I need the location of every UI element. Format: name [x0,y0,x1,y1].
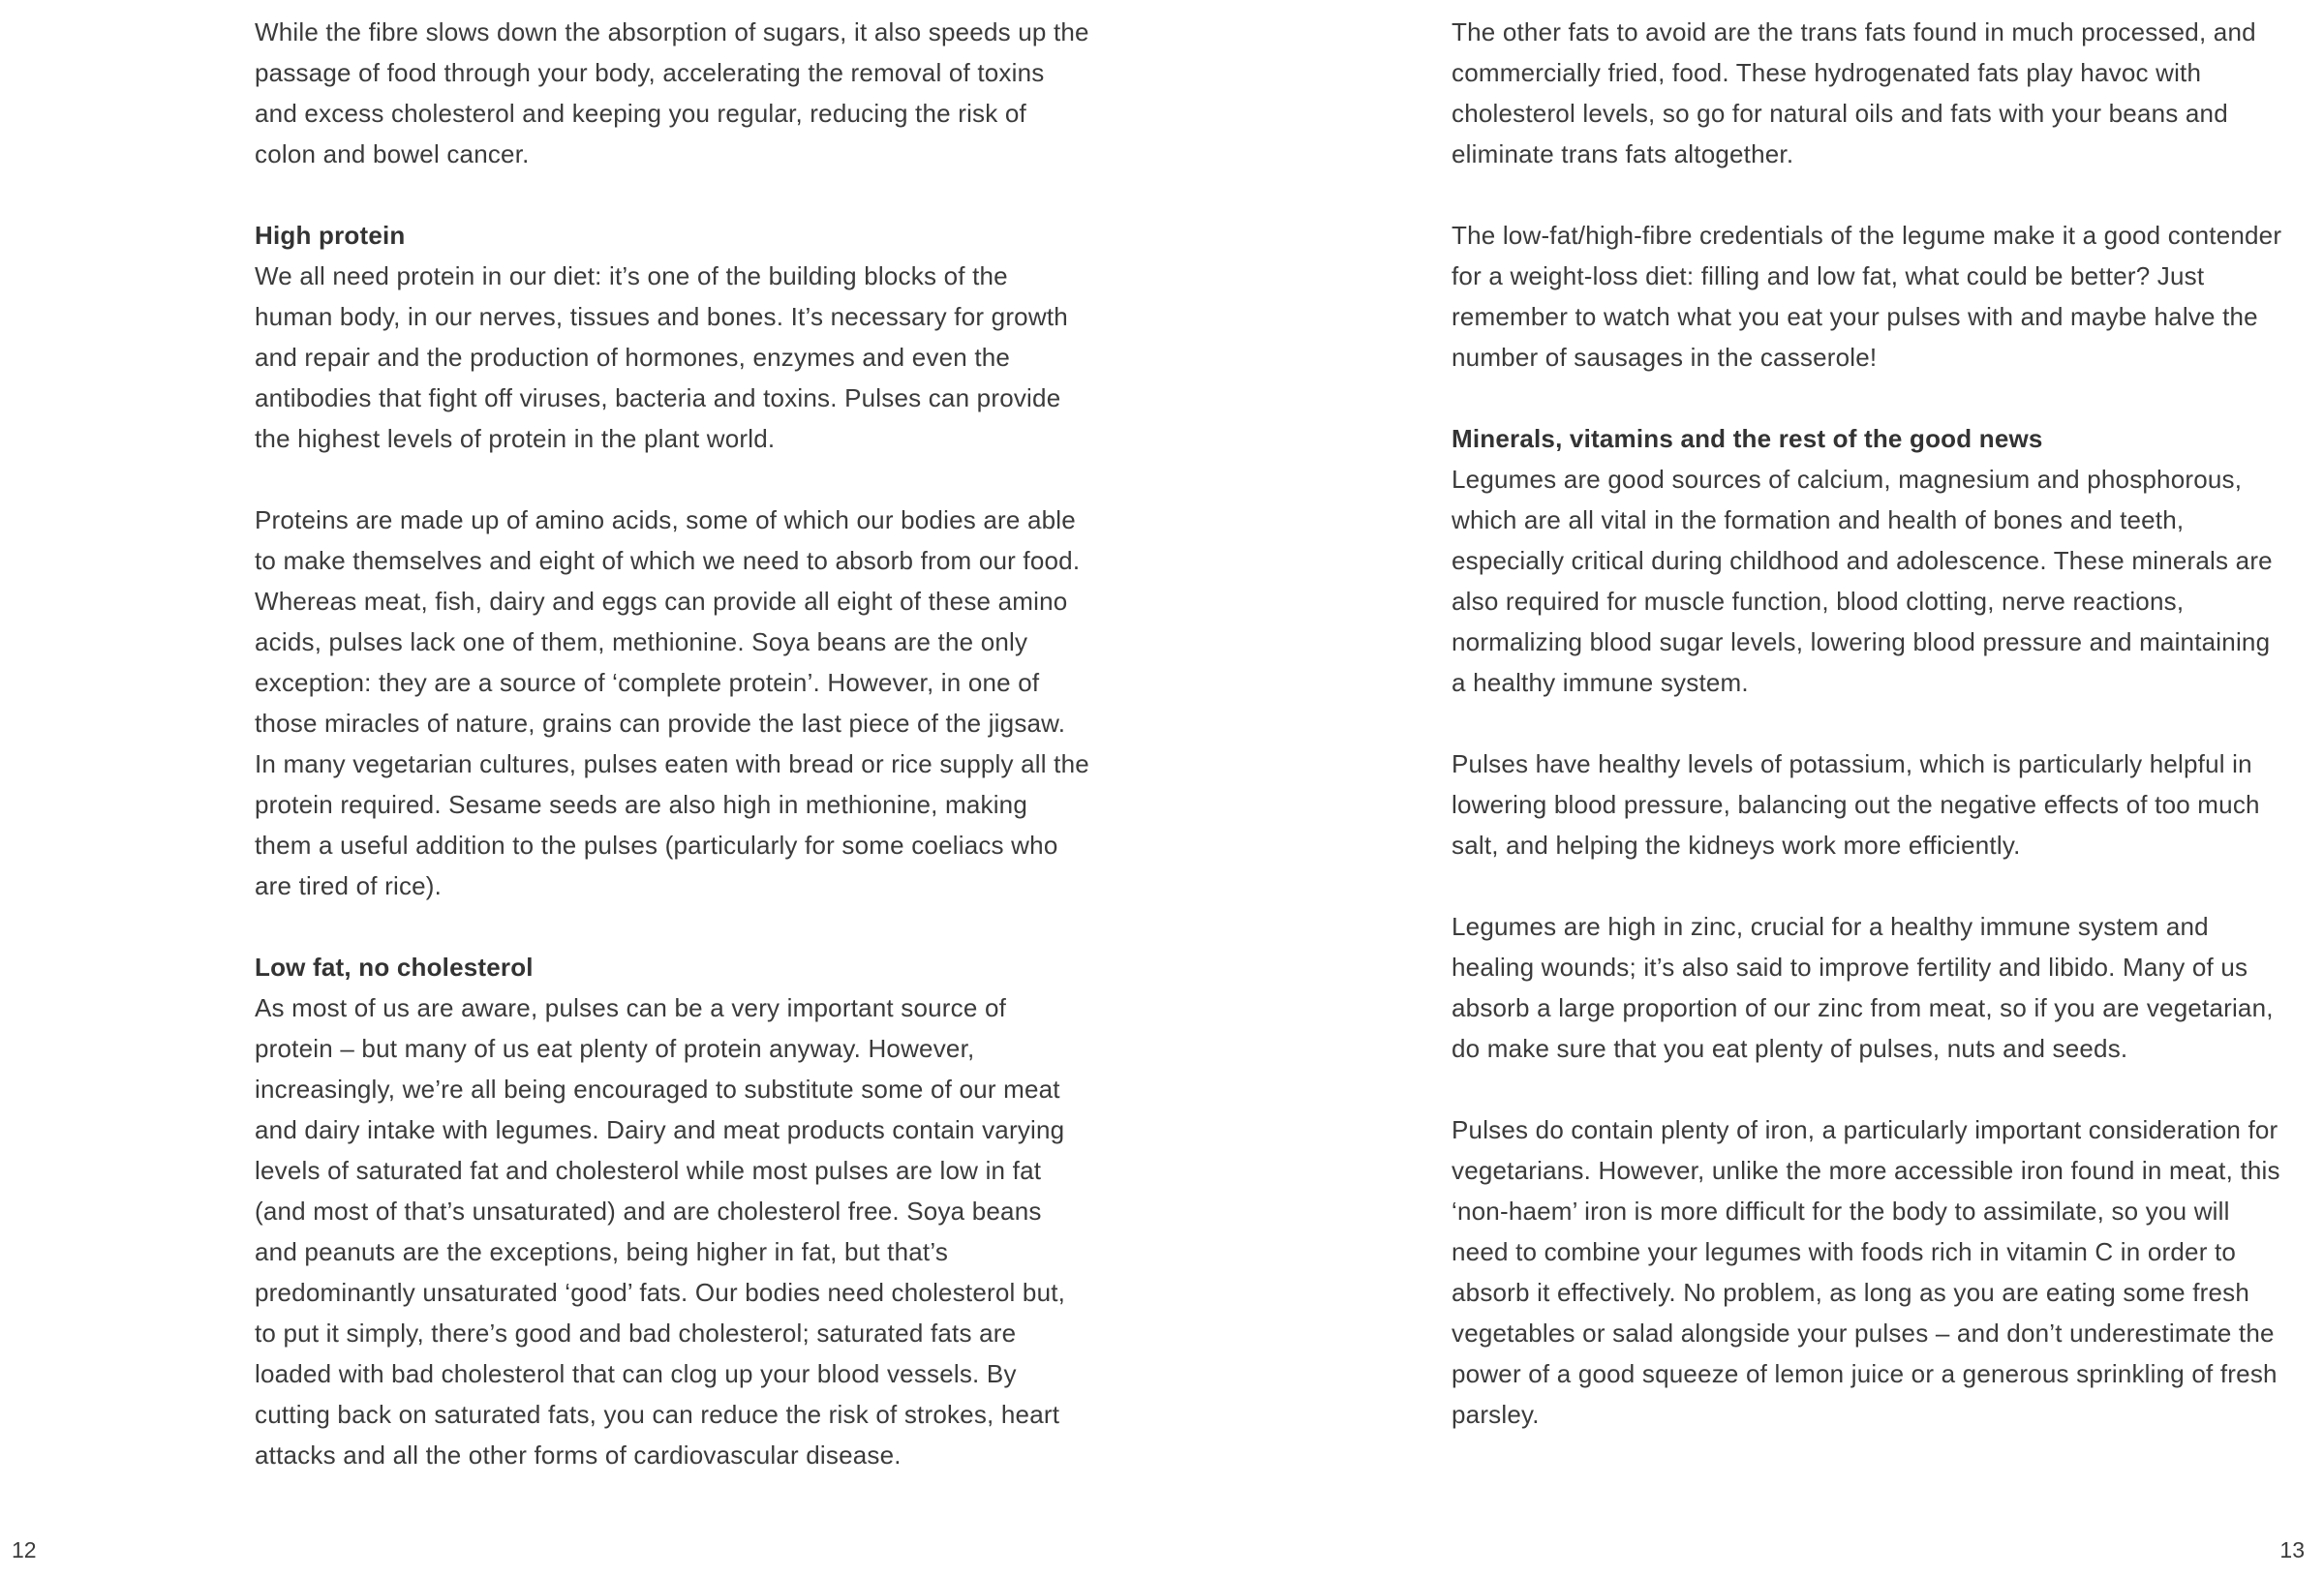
page-number-left: 12 [12,1537,37,1562]
paragraph-trans-fats: The other fats to avoid are the trans fats found in much processed, and commercially fried, food. These hydrogenated fats play havoc with cholesterol levels, so go for natural oils and fats with your beans and eliminate trans fats altogether. [1452,17,2256,168]
text-column-right [1452,12,2286,1475]
section-heading-low-fat: Low fat, no cholesterol [255,953,534,982]
section-heading-minerals-vitamins: Minerals, vitamins and the rest of the good news [1452,424,2043,453]
paragraph-low-fat-cholesterol: As most of us are aware, pulses can be a very important source of protein – but many of us eat plenty of protein anyway. However, increasingly, we’re all being encouraged to substitute some of our meat and dairy intake with legumes. Dairy and meat products contain varying levels of saturated fat and cholesterol while most pulses are low in fat (and most of that’s unsaturated) and are cholesterol free. Soya beans and peanuts are the exceptions, being higher in fat, but that’s predominantly unsaturated ‘good’ fats. Our bodies need cholesterol but, to put it simply, there’s good and bad cholesterol; saturated fats are loaded with bad cholesterol that can clog up your blood vessels. By cutting back on saturated fats, you can reduce the risk of strokes, heart attacks and all the other forms of cardiovascular disease. [255,993,1066,1470]
paragraph-protein-need: We all need protein in our diet: it’s one of the building blocks of the human body, in our nerves, tissues and bones. It’s necessary for growth and repair and the production of hormones, enzymes and even the antibodies that fight off viruses, bacteria and toxins. Pulses can provide the highest levels of protein in the plant world. [255,261,1068,453]
paragraph-iron: Pulses do contain plenty of iron, a particularly important consideration for vegetarians. However, unlike the more accessible iron found in meat, this ‘non-haem’ iron is more difficult for the body to assimilate, so you will need to combine your legumes with foods rich in vitamin C in order to absorb it effectively. No problem, as long as you are eating some fresh vegetables or salad alongside your pulses – and don’t underestimate the power of a good squeeze of lemon juice or a generous sprinkling of fresh parsley. [1452,1115,2280,1429]
paragraph-zinc: Legumes are high in zinc, crucial for a healthy immune system and healing wounds; it’s also said to improve fertility and libido. Many of us absorb a large proportion of our zinc from meat, so if you are vegetarian, do make sure that you eat plenty of pulses, nuts and seeds. [1452,912,2274,1063]
text-column-left [255,12,1089,1516]
page-right [1162,0,2324,1577]
paragraph-minerals: Legumes are good sources of calcium, magnesium and phosphorous, which are all vital in the formation and health of bones and teeth, especially critical during childhood and adolescence. These minerals are also required for muscle function, blood clotting, nerve reactions, normalizing blood sugar levels, lowering blood pressure and maintaining a healthy immune system. [1452,465,2273,697]
paragraph-weight-loss: The low-fat/high-fibre credentials of the legume make it a good contender for a weight-loss diet: filling and low fat, what could be better? Just remember to watch what you eat your pulses with and maybe halve the number of sausages in the casserole! [1452,221,2282,372]
section-heading-high-protein: High protein [255,221,406,250]
paragraph-fibre-benefits: While the fibre slows down the absorption of sugars, it also speeds up the passage of food through your body, accelerating the removal of toxins and excess cholesterol and keeping you regular, reducing the risk of colon and bowel cancer. [255,17,1089,168]
paragraph-potassium: Pulses have healthy levels of potassium, which is particularly helpful in lowering blood pressure, balancing out the negative effects of too much salt, and helping the kidneys work more efficiently. [1452,749,2260,860]
page-number-right: 13 [2279,1537,2305,1562]
paragraph-amino-acids: Proteins are made up of amino acids, some of which our bodies are able to make themselves and eight of which we need to absorb from our food. Whereas meat, fish, dairy and eggs can provide all eight of these amino acids, pulses lack one of them, methionine. Soya beans are the only exception: they are a source of ‘complete protein’. However, in one of those miracles of nature, grains can provide the last piece of the jigsaw. In many vegetarian cultures, pulses eaten with bread or rice supply all the protein required. Sesame seeds are also high in methionine, making them a useful addition to the pulses (particularly for some coeliacs who are tired of rice). [255,505,1089,900]
